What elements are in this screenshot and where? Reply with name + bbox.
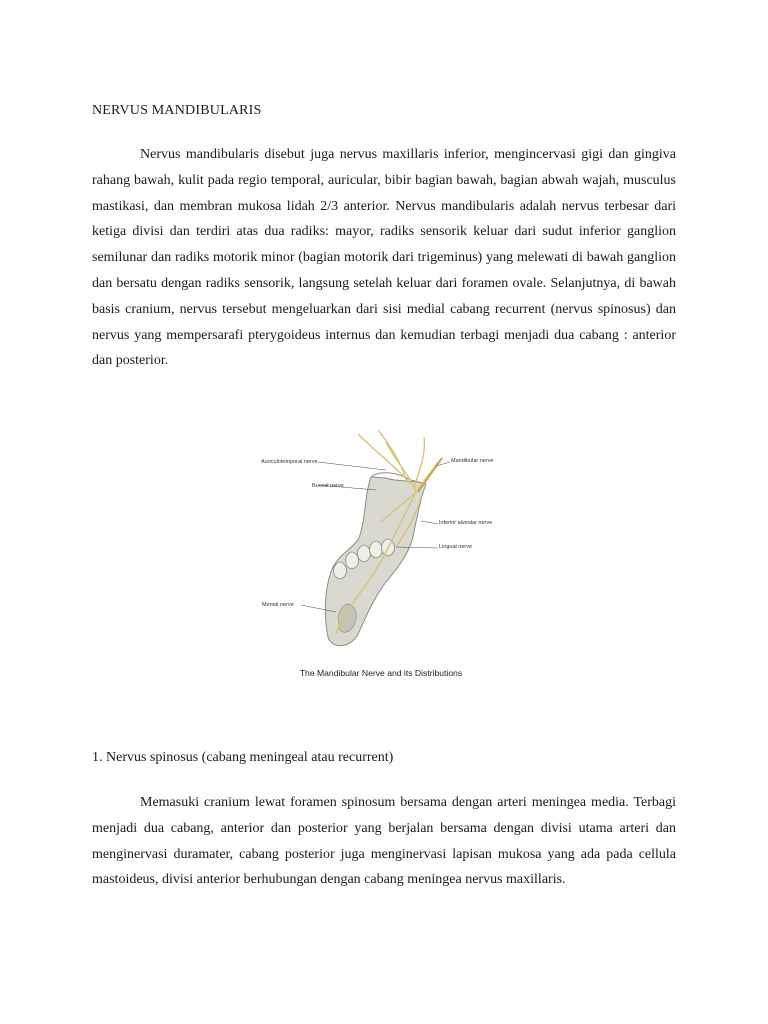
label-inferior-alveolar-nerve: Inferior alveolar nerve <box>439 520 493 526</box>
label-lingual-nerve: Lingual nerve <box>439 544 473 550</box>
label-buccal-nerve: Buccal nerve <box>312 483 344 489</box>
nervus-spinosus-paragraph: Memasuki cranium lewat foramen spinosum bersama dengan arteri meningea media. Terbagi menjadi dua cabang, anterior dan posterior yang berjalan bersama dengan divisi utama arteri dan menginervasi duramater, cabang posterior juga menginervasi lapisan mukosa yang ada pada cellula mastoideus, divisi anterior berhubungan dengan cabang meningea nervus maxillaris. <box>92 795 676 888</box>
label-mental-nerve: Mental nerve <box>262 602 294 608</box>
section-heading-nervus-spinosus: 1. Nervus spinosus (cabang meningeal atau recurrent) <box>92 750 394 765</box>
label-auriculotemporal-nerve: Auriculotemporal nerve <box>261 459 318 465</box>
document-title: NERVUS MANDIBULARIS <box>92 103 262 118</box>
mandibular-nerve-figure <box>246 422 516 684</box>
label-mandibular-nerve: Mandibular nerve <box>451 458 494 464</box>
figure-caption: The Mandibular Nerve and its Distributions <box>299 668 463 678</box>
intro-paragraph: Nervus mandibularis disebut juga nervus maxillaris inferior, mengincervasi gigi dan gingiva rahang bawah, kulit pada regio temporal, auricular, bibir bagian bawah, bagian abwah wajah, musculus mastikasi, dan membran mukosa lidah 2/3 anterior. Nervus mandibularis adalah nervus terbesar dari ketiga divisi dan terdiri atas dua radiks: mayor, radiks sensorik keluar dari sudut inferior ganglion semilunar dan radiks motorik minor (bagian motorik dari trigeminus) yang melewati di bawah ganglion dan bersatu dengan radiks sensorik, langsung setelah keluar dari foramen ovale. Selanjutnya, di bawah basis cranium, nervus tersebut mengeluarkan dari sisi medial cabang recurrent (nervus spinosus) dan nervus yang mempersarafi pterygoideus internus dan kemudian terbagi menjadi dua cabang : anterior dan posterior. <box>92 147 676 369</box>
